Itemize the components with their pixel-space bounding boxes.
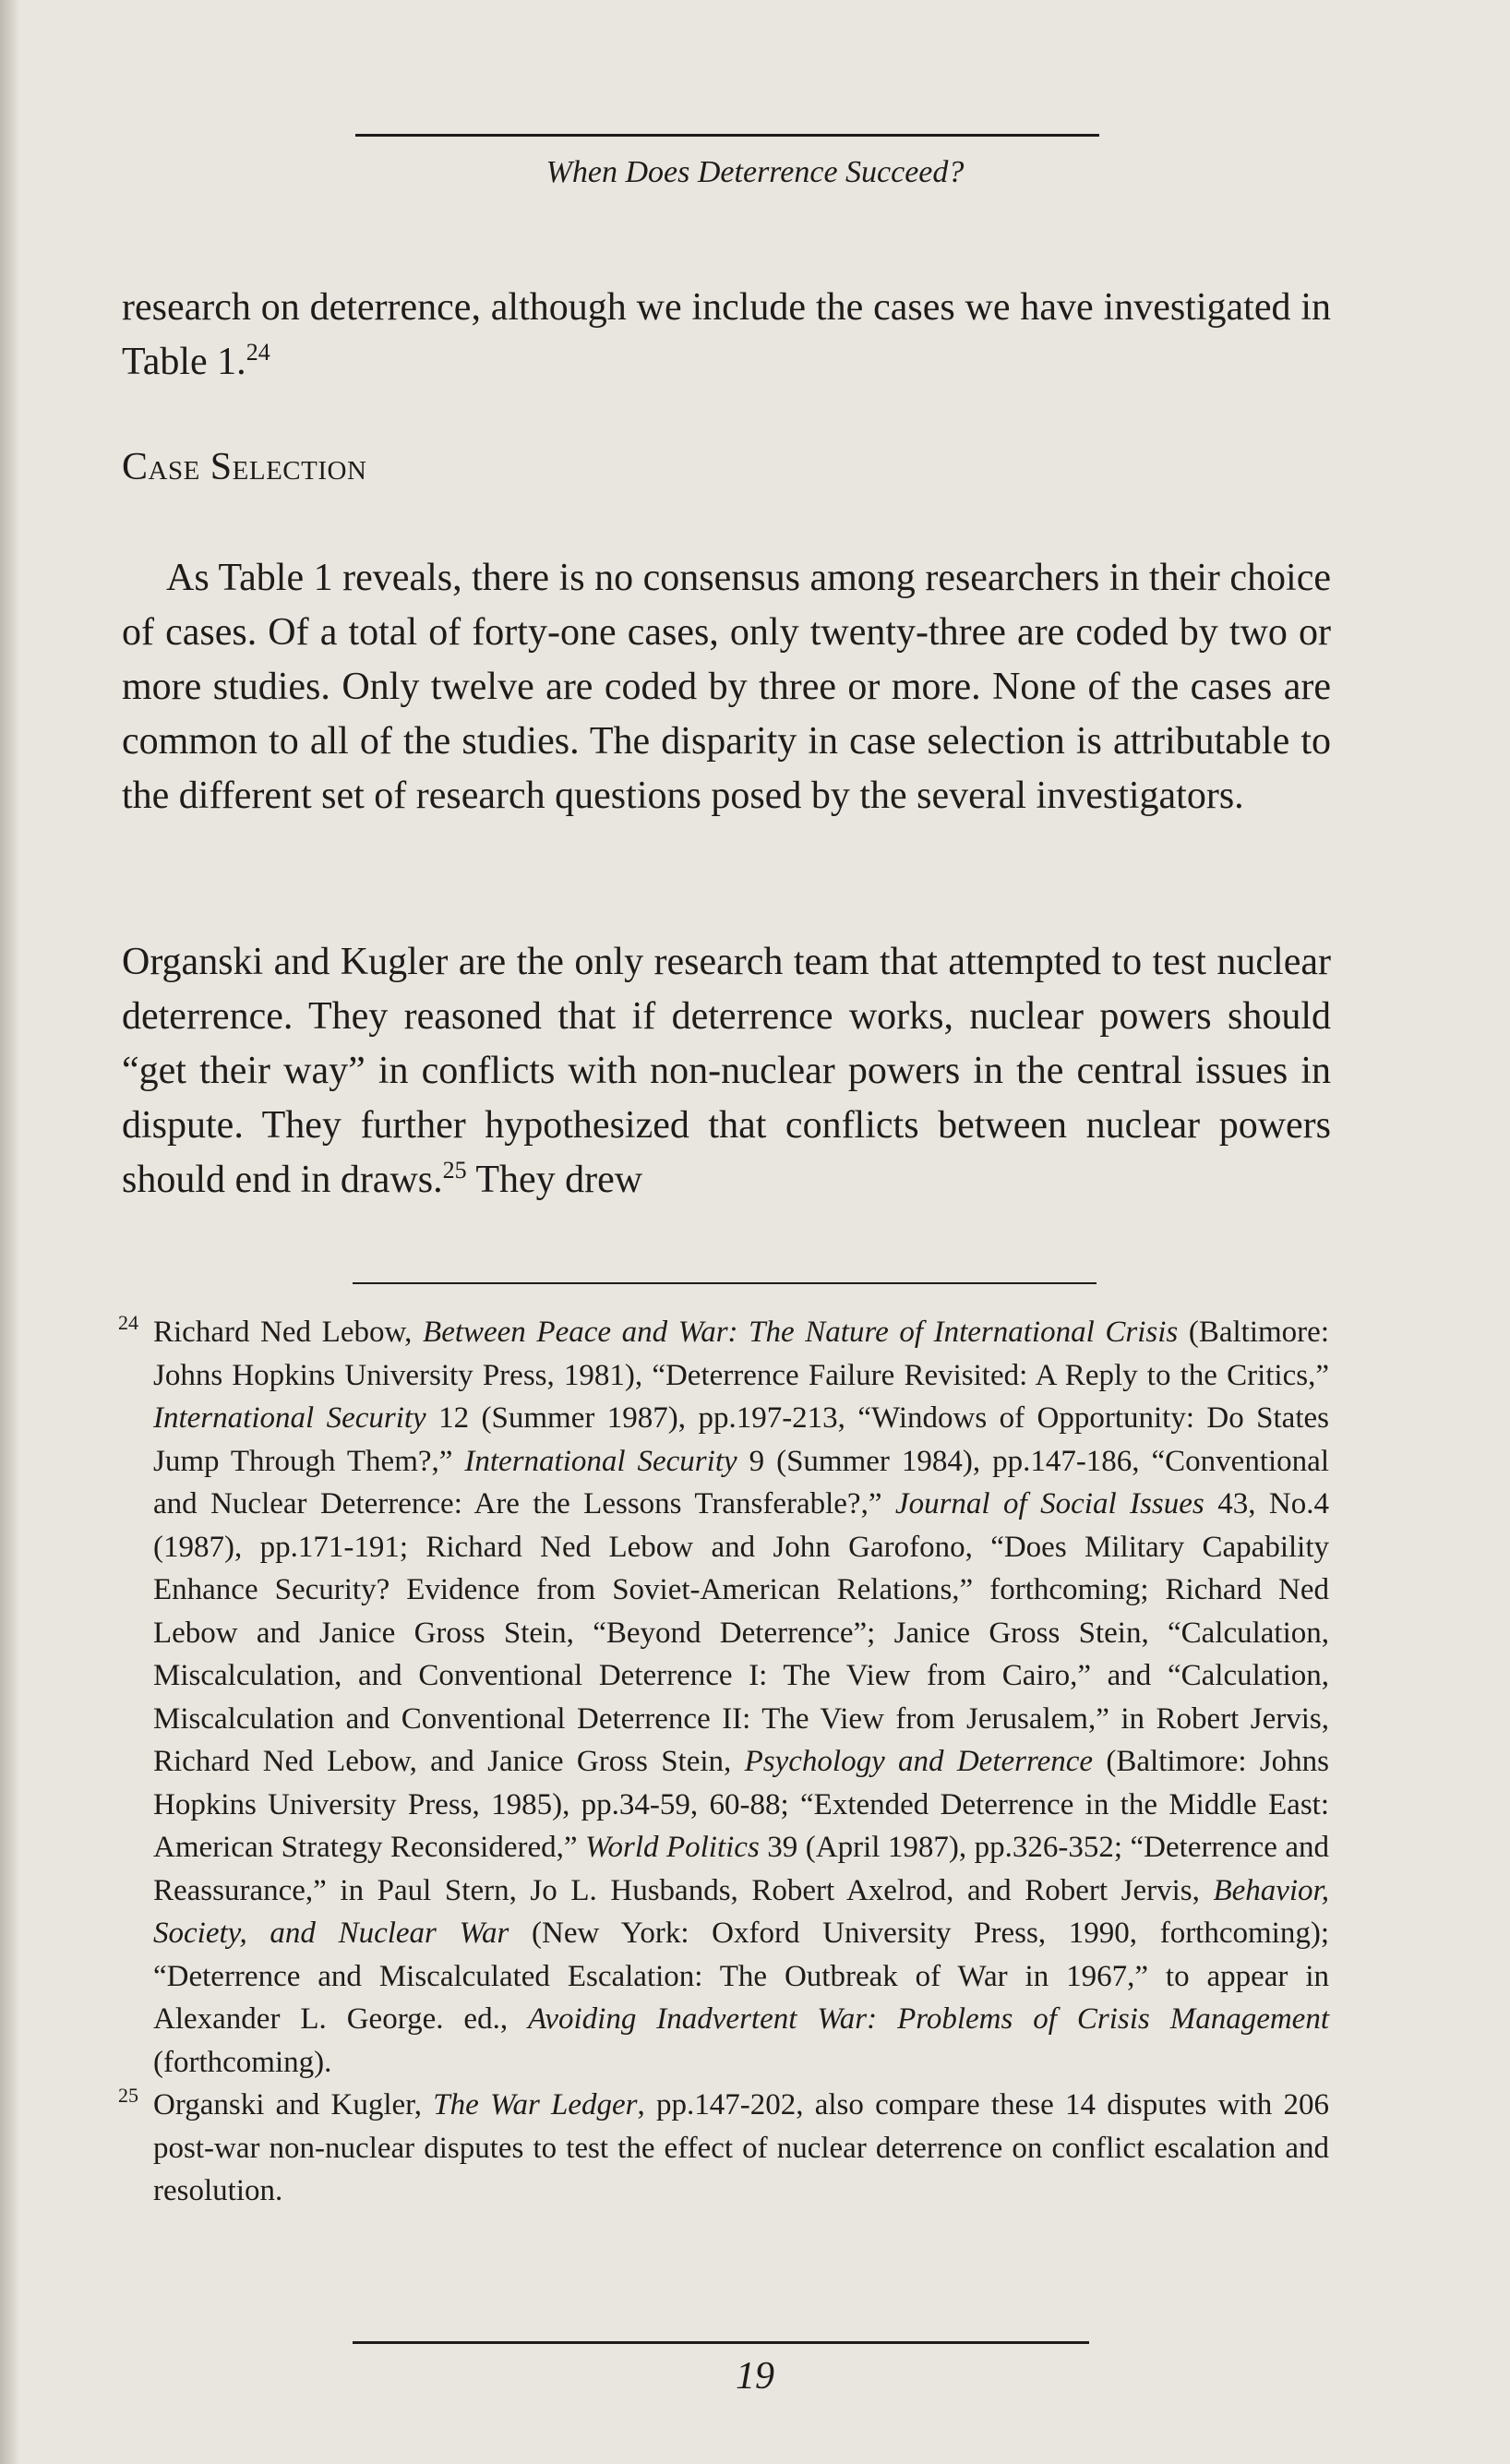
footnote-text-run: 43, No.4 (1987), pp.171-191; Richard Ned Lebow and John Garofono, “Does Military Capability Enhance Security? Evidence from Soviet-American Relations,” forthcoming; Richard Ned Lebow and Janice Gross Stein, “Beyond Deterrence”; Janice Gross Stein, “Calculation, Miscalculation, and Conventional Deterrence I: The View from Cairo,” and “Calculation, Miscalculation and Conventional Deterrence II: The View from Jerusalem,” in Robert Jervis, Richard Ned Lebow, and Janice Gross Stein,	[153, 1487, 1329, 1778]
page-number: 19	[736, 2355, 774, 2398]
paragraph: As Table 1 reveals, there is no consensus among researchers in their choice of cases. Of a total of forty-one cases, only twenty-three are coded by two or more studies. Only twelve are coded by three or more. None of the cases are common to all of the studies. The disparity in case selection is attributable to the different set of research questions posed by the several investigators.	[122, 557, 1331, 817]
footnote-ref: 25	[442, 1157, 467, 1184]
footnote-number: 24	[118, 1311, 138, 1334]
footnote-title-italic: International Security	[464, 1444, 737, 1478]
footnote-title-italic: International Security	[153, 1401, 426, 1435]
footnotes	[118, 1311, 1329, 2213]
footnote-rule	[353, 1282, 1097, 1284]
footnote-text-run: Organski and Kugler,	[153, 2088, 434, 2121]
footnote-title-italic: Behavior, Society, and Nuclear War	[153, 1873, 1329, 1950]
paragraph-text-tail: They drew	[466, 1159, 643, 1201]
footnote-text-run: (forthcoming).	[153, 2045, 332, 2079]
section-heading: Case Selection	[122, 446, 367, 488]
paragraph	[122, 935, 1331, 1208]
footnote-text-run: (Baltimore: Johns Hopkins University Press, 1985), pp.34-59, 60-88; “Extended Deterrence in the Middle East: American Strategy Reconsidered,”	[153, 1745, 1330, 1864]
footer-rule	[353, 2341, 1089, 2344]
footnote-text	[153, 1316, 1329, 2079]
footnote-title-italic: Journal of Social Issues	[894, 1487, 1204, 1520]
footnote-text-run: 39 (April 1987), pp.326-352; “Deterrence and Reassurance,” in Paul Stern, Jo L. Husbands, Robert Axelrod, and Robert Jervis,	[153, 1831, 1329, 1907]
footnote-title-italic: Avoiding Inadvertent War: Problems of Crisis Management	[528, 2002, 1329, 2036]
footnote-text-run: (Baltimore: Johns Hopkins University Press, 1981), “Deterrence Failure Revisited: A Reply to the Critics,”	[153, 1316, 1329, 1392]
footnote-number: 25	[118, 2084, 138, 2107]
paragraph-text: research on deterrence, although we include the cases we have investigated in Table 1.	[122, 286, 1331, 383]
footnote-text-run: 12 (Summer 1987), pp.197-213, “Windows of Opportunity: Do States Jump Through Them?,”	[153, 1401, 1329, 1478]
footnote-text-run: 9 (Summer 1984), pp.147-186, “Conventional and Nuclear Deterrence: Are the Lessons Transferable?,”	[153, 1444, 1329, 1520]
footnote-text-run: (New York: Oxford University Press, 1990, forthcoming); “Deterrence and Miscalculated Escalation: The Outbreak of War in 1967,” to appear in Alexander L. George. ed.,	[153, 1917, 1329, 2036]
footnote-text	[153, 2088, 1329, 2207]
paragraph-continued	[122, 281, 1331, 390]
footnote-ref: 24	[246, 339, 270, 366]
page-spine-shadow	[0, 0, 20, 2464]
paragraph-text: Organski and Kugler are the only research team that attempted to test nuclear deterrence. They reasoned that if deterrence works, nuclear powers should “get their way” in conflicts with non-nuclear powers in the central issues in dispute. They further hypothesized that conflicts between nuclear powers should end in draws.	[122, 941, 1331, 1201]
footnote-title-italic: The War Ledger	[433, 2088, 638, 2121]
footnote	[118, 2084, 1329, 2213]
footnote	[118, 1311, 1329, 2084]
running-head: When Does Deterrence Succeed?	[545, 155, 965, 189]
footnote-text-run: , pp.147-202, also compare these 14 disputes with 206 post-war non-nuclear disputes to test the effect of nuclear deterrence on conflict escalation and resolution.	[153, 2088, 1329, 2207]
footnote-text-run: Richard Ned Lebow,	[153, 1316, 424, 1349]
footnote-title-italic: Psychology and Deterrence	[744, 1745, 1094, 1778]
footnote-title-italic: Between Peace and War: The Nature of International Crisis	[423, 1316, 1179, 1349]
header-rule	[355, 134, 1099, 137]
footnote-title-italic: World Politics	[585, 1831, 760, 1864]
